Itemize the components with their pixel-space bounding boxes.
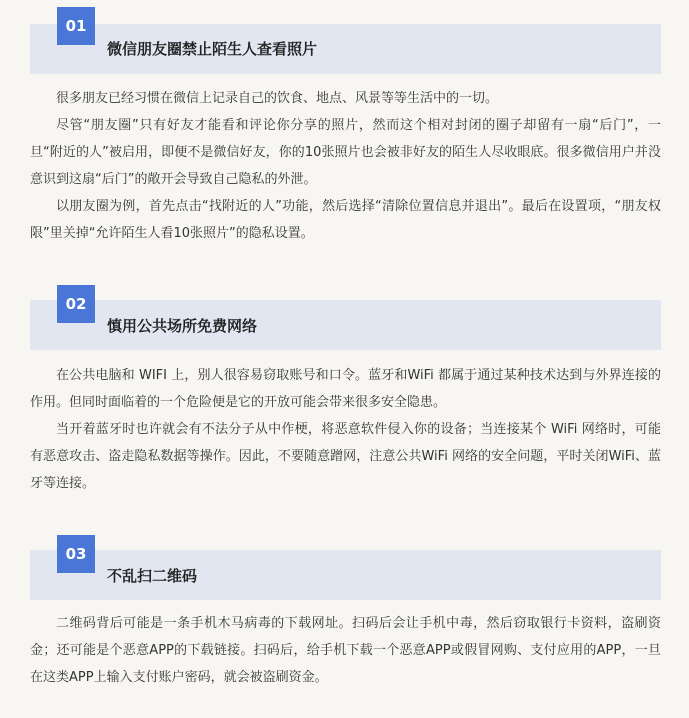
section-body (30, 610, 661, 691)
section-number-badge: 01 (57, 7, 95, 45)
paragraph: 以朋友圈为例，首先点击“找附近的人”功能，然后选择“清除位置信息并退出”。最后在设置项，“朋友权限”里关掉“允许陌生人看10张照片”的隐私设置。 (30, 199, 661, 241)
paragraph: 当开着蓝牙时也许就会有不法分子从中作梗，将恶意软件侵入你的设备；当连接某个 WiFi 网络时，可能有恶意攻击、盗走隐私数据等操作。因此，不要随意蹭网，注意公共WiFi 网络的安全问题，平时关闭WiFi、蓝牙等连接。 (30, 422, 661, 491)
paragraph: 很多朋友已经习惯在微信上记录自己的饮食、地点、风景等等生活中的一切。 (56, 91, 499, 106)
section-title: 不乱扫二维码 (107, 567, 198, 585)
paragraph: 尽管“朋友圈”只有好友才能看和评论你分享的照片，然而这个相对封闭的圈子却留有一扇“后门”，一旦“附近的人”被启用，即便不是微信好友，你的10张照片也会被非好友的陌生人尽收眼底。很多微信用户并没意识到这扇“后门”的敞开会导致自己隐私的外泄。 (30, 118, 661, 187)
section-body (30, 85, 661, 247)
paragraph: 二维码背后可能是一条手机木马病毒的下载网址。扫码后会让手机中毒，然后窃取银行卡资料，盗刷资金；还可能是个恶意APP的下载链接。扫码后，给手机下载一个恶意APP或假冒网购、支付应用的APP，一旦在这类APP上输入支付账户密码，就会被盗刷资金。 (30, 616, 661, 685)
paragraph: 在公共电脑和 WIFI 上，别人很容易窃取账号和口令。蓝牙和WiFi 都属于通过某种技术达到与外界连接的作用。但同时面临着的一个危险便是它的开放可能会带来很多安全隐患。 (30, 368, 661, 410)
section-number-badge: 02 (57, 285, 95, 323)
section-title: 慎用公共场所免费网络 (107, 317, 258, 335)
section-number-badge: 03 (57, 535, 95, 573)
section-body (30, 362, 661, 497)
section-title: 微信朋友圈禁止陌生人查看照片 (107, 40, 318, 58)
